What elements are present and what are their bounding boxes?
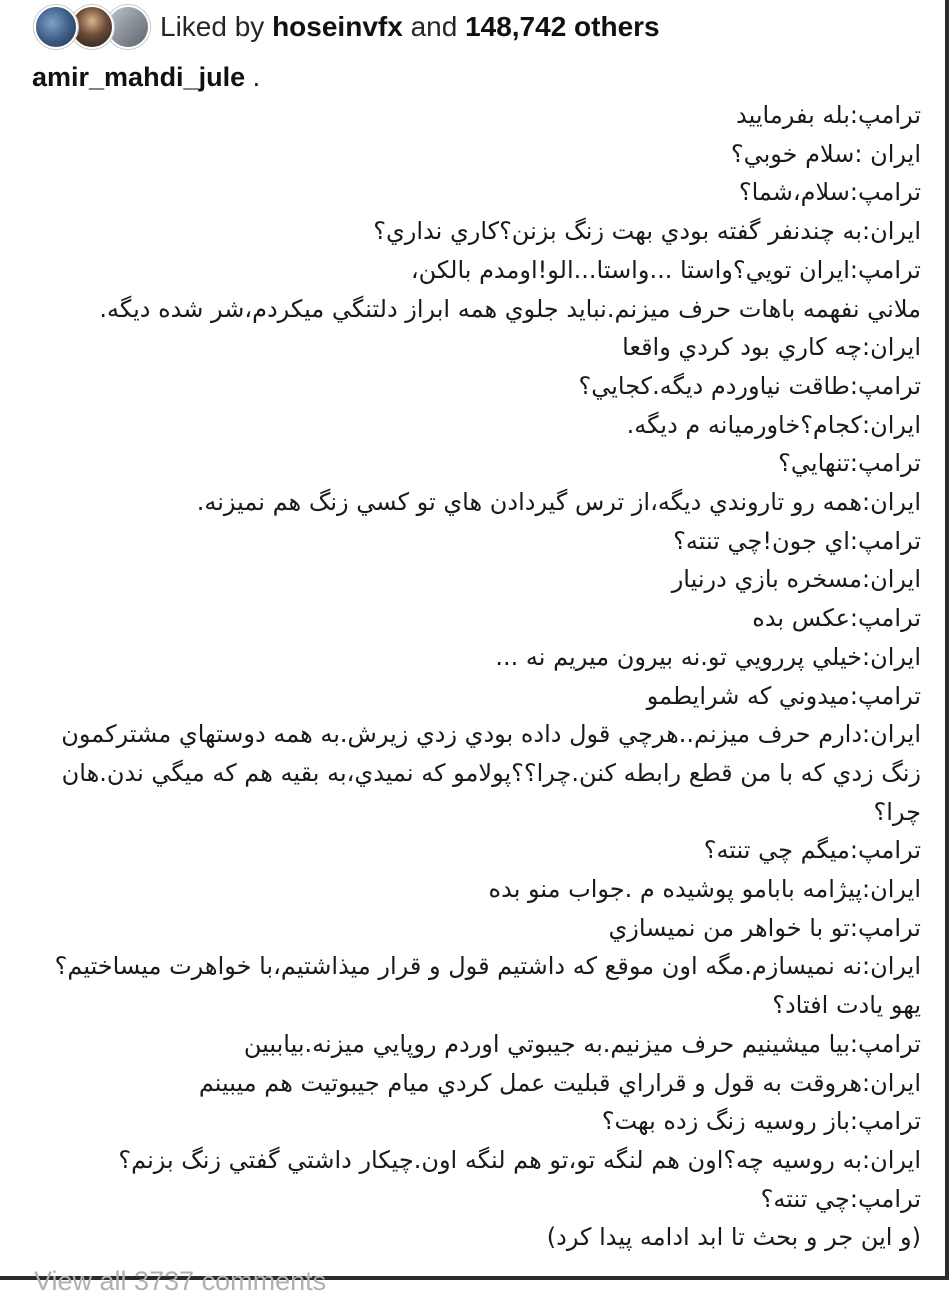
caption-line: ايران:پيژامه بابامو پوشيده م .جواب منو بده xyxy=(488,875,921,904)
caption-line: ايران:مسخره بازي درنيار xyxy=(671,565,921,594)
caption-line: ترامپ:بيا ميشينيم حرف ميزنيم.به جيبوتي اوردم روپايي ميزنه.بياببين xyxy=(243,1029,921,1058)
caption-line: ترامپ:سلام،شما؟ xyxy=(738,178,921,207)
caption-line: ايران:همه رو تاروندي ديگه،از ترس گيردادن هاي تو كسي زنگ هم نميزنه. xyxy=(196,488,921,517)
caption-dot: . xyxy=(252,62,261,92)
caption-author xyxy=(32,62,260,93)
caption-line: ترامپ:بله بفرماييد xyxy=(736,101,921,129)
caption-line: ايران:نه نميسازم.مگه اون موقع كه داشتيم قول و قرار ميذاشتيم،با خواهرت ميساختيم؟يهو يادت افتاد؟ xyxy=(54,952,921,1020)
caption-line: ترامپ:ايران تويي؟واستا ...واستا...الو!اومدم بالكن، xyxy=(410,255,921,284)
caption-line: ايران:به چندنفر گفته بودي بهت زنگ بزنن؟كاري نداري؟ xyxy=(373,217,921,246)
caption-username-link[interactable]: amir_mahdi_jule xyxy=(32,62,246,92)
caption-line: ترامپ:عكس بده xyxy=(752,604,921,633)
likes-row[interactable] xyxy=(34,4,660,50)
likes-count-link[interactable]: 148,742 others xyxy=(465,11,660,42)
caption-text xyxy=(40,96,921,1257)
likes-prefix: Liked by xyxy=(160,11,265,42)
caption-line: ترامپ:اي جون!چي تنته؟ xyxy=(673,526,921,555)
caption-line: ترامپ:طاقت نياوردم ديگه.كجايي؟ xyxy=(578,371,921,400)
caption-line: ايران:دارم حرف ميزنم..هرچي قول داده بودي زدي زيرش.به همه دوستهاي مشتركمون زنگ زدي كه با من قطع رابطه كنن.چرا؟؟پولامو كه نميدي،به بقيه هم كه ميگي ندن.هان چرا؟ xyxy=(61,720,921,826)
caption-line: ايران:خيلي پررويي تو.نه بيرون ميريم نه ... xyxy=(495,642,921,671)
caption-line: (و اين جر و بحث تا ابد ادامه پيدا كرد) xyxy=(546,1223,921,1252)
likes-middle: and xyxy=(410,11,458,42)
caption-line: ترامپ:تو با خواهر من نميسازي xyxy=(608,913,921,942)
caption-line: ايران:كجام؟خاورميانه م ديگه. xyxy=(626,410,921,439)
caption-line: ترامپ:تنهايي؟ xyxy=(778,449,921,478)
caption-line: ملاني نفهمه باهات حرف ميزنم.نبايد جلوي همه ابراز دلتنگي ميكردم،شر شده ديگه. xyxy=(99,294,921,323)
caption-line: ايران:به روسيه چه؟اون هم لنگه تو،تو هم لنگه اون.چيكار داشتي گفتي زنگ بزنم؟ xyxy=(118,1145,921,1174)
avatar[interactable] xyxy=(34,5,78,49)
caption-line: ترامپ:چي تنته؟ xyxy=(760,1184,921,1213)
caption-line: ايران:چه كاري بود كردي واقعا xyxy=(622,333,921,362)
caption-line: ترامپ:ميگم چي تنته؟ xyxy=(703,836,921,865)
liker-avatars[interactable] xyxy=(34,5,146,49)
caption-line: ايران :سلام خوبي؟ xyxy=(730,139,921,168)
likes-summary[interactable] xyxy=(160,11,660,43)
caption-line: ايران:هروقت به قول و قراراي قبليت عمل كردي ميام جيبوتيت هم ميبينم xyxy=(198,1068,921,1097)
liker-username-link[interactable]: hoseinvfx xyxy=(272,11,403,42)
caption-line: ترامپ:باز روسيه زنگ زده بهت؟ xyxy=(601,1107,921,1136)
caption-line: ترامپ:ميدوني كه شرايطمو xyxy=(646,681,921,710)
view-all-comments-link[interactable]: View all 3737 comments xyxy=(34,1266,327,1296)
